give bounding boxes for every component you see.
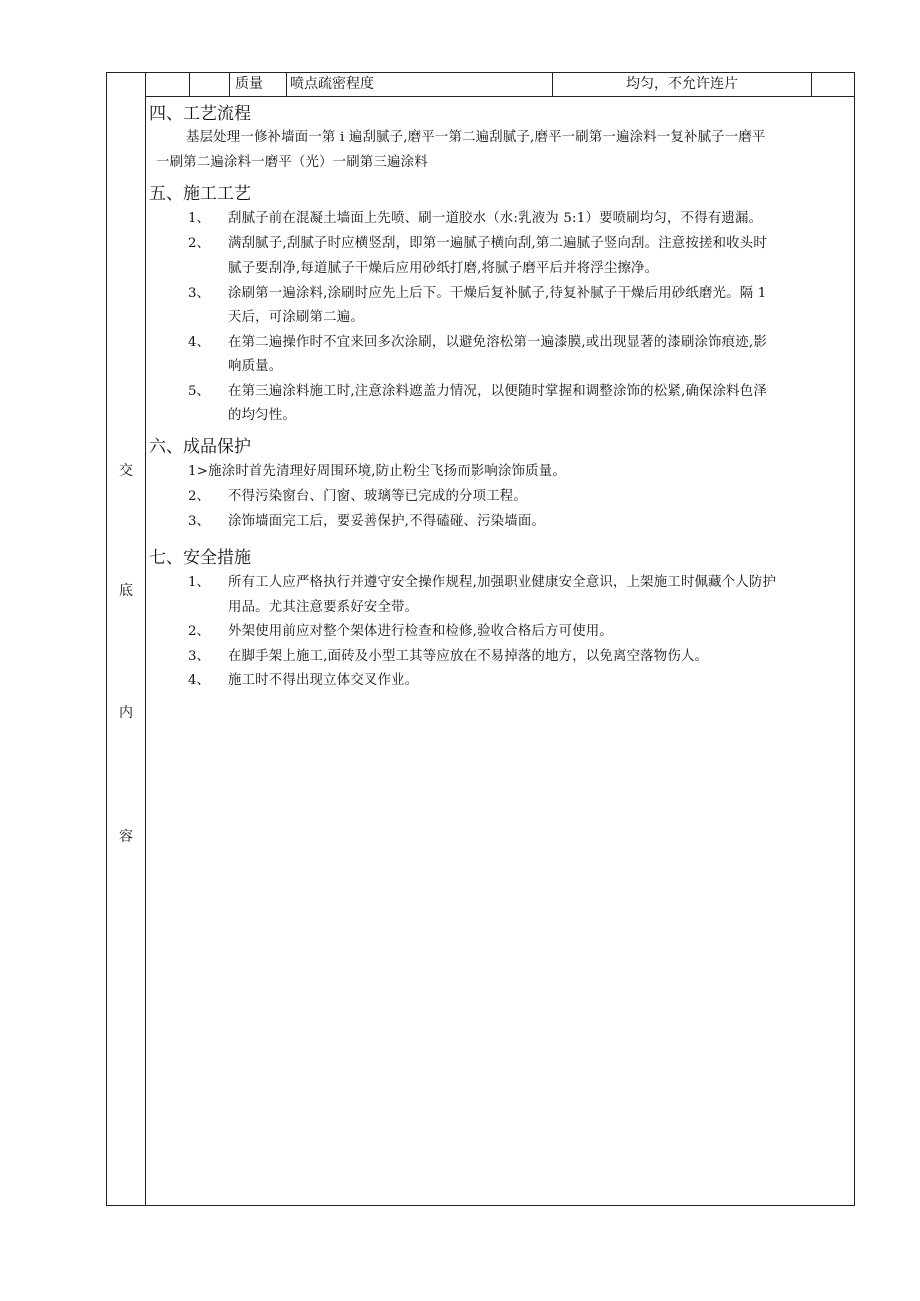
list-item-text: 的均匀性。	[228, 408, 296, 423]
list-item-text: 在第二遍操作时不宜来回多次涂刷，以避免溶松第一遍漆膜,或出现显著的漆刷涂饰痕迹,影	[228, 335, 767, 350]
list-number: 2、	[188, 236, 210, 251]
list-item-text: 用品。尤其注意要系好安全带。	[228, 600, 419, 615]
list-item-text: 外架使用前应对整个架体进行检查和检修,验收合格后方可使用。	[228, 624, 613, 639]
table-cell-blank	[190, 72, 230, 96]
section-title-safety: 七、安全措施	[149, 548, 251, 568]
list-item-text: 1>施涂时首先清理好周围环境,防止粉尘飞扬而影响涂饰质量。	[188, 464, 566, 479]
table-cell-check: 喷点疏密程度	[287, 72, 553, 96]
list-number: 3、	[188, 514, 210, 529]
list-number: 3、	[188, 286, 210, 301]
list-item-text: 不得污染窗台、门窗、玻璃等已完成的分项工程。	[228, 489, 527, 504]
list-number: 3、	[188, 649, 210, 664]
list-item-text: 涂刷第一遍涂料,涂刷时应先上后下。干燥后复补腻子,待复补腻子干燥后用砂纸磨光。隔 1	[228, 286, 767, 301]
process-text-line: 基层处理一修补墙面一第 i 遍刮腻子,磨平一第二遍刮腻子,磨平一刷第一遍涂料一复补腻子一磨平	[186, 130, 766, 145]
list-item-text: 刮腻子前在混凝土墙面上先喷、刷一道胶水（水:乳液为 5:1）要喷刷均匀，不得有遗漏。	[228, 211, 763, 226]
list-number: 2、	[188, 489, 210, 504]
section-title-process: 四、工艺流程	[149, 104, 251, 124]
side-label-char: 底	[119, 583, 133, 599]
list-item-text: 涂饰墙面完工后，要妥善保护,不得磕碰、污染墙面。	[228, 514, 546, 529]
list-number: 1、	[188, 211, 210, 226]
table-cell-item: 质量	[230, 72, 287, 96]
list-item-text: 天后，可涂刷第二遍。	[228, 310, 364, 325]
side-label-char: 交	[119, 463, 133, 479]
list-number: 5、	[188, 384, 210, 399]
list-item-text: 腻子要刮净,每道腻子干燥后应用砂纸打磨,将腻子磨平后并将浮尘擦净。	[228, 261, 659, 276]
list-number: 4、	[188, 335, 210, 350]
list-item-text: 所有工人应严格执行并遵守安全操作规程,加强职业健康安全意识，上架施工时佩藏个人防护	[228, 575, 777, 590]
side-label-char: 容	[119, 829, 133, 845]
list-item-text: 在第三遍涂料施工时,注意涂料遮盖力情况，以便随时掌握和调整涂饰的松紧,确保涂料色泽	[228, 384, 767, 399]
process-text-line: 一刷第二遍涂料一磨平（光）一刷第三遍涂料	[156, 155, 428, 170]
list-item-text: 在脚手架上施工,面砖及小型工其等应放在不易掉落的地方，以免离空落物伤人。	[228, 649, 709, 664]
side-label-char: 内	[119, 705, 133, 721]
list-number: 2、	[188, 624, 210, 639]
table-cell-blank	[146, 72, 190, 96]
section-title-construction: 五、施工工艺	[149, 184, 251, 204]
list-item-text: 施工时不得出现立体交叉作业。	[228, 673, 419, 688]
quality-table-row	[146, 72, 855, 97]
list-item-text: 响质量。	[228, 359, 283, 374]
list-item-text: 满刮腻子,刮腻子时应横竖刮，即第一遍腻子横向刮,第二遍腻子竖向刮。注意按搓和收头时	[228, 236, 767, 251]
table-cell-requirement: 均匀，不允许连片	[553, 72, 812, 96]
list-number: 4、	[188, 673, 210, 688]
list-number: 1、	[188, 575, 210, 590]
section-title-protection: 六、成品保护	[149, 437, 251, 457]
side-label-column	[106, 72, 146, 1206]
